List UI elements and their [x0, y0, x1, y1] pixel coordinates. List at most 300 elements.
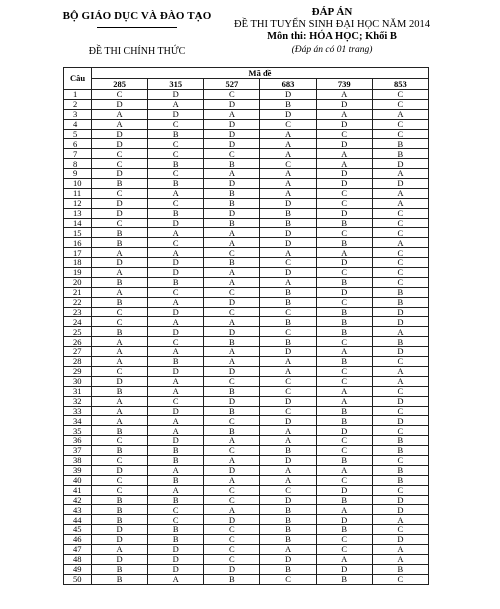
table-row — [64, 554, 429, 564]
answer-cell: A — [260, 426, 316, 436]
answer-cell: A — [92, 396, 148, 406]
answer-cell: C — [204, 525, 260, 535]
table-row — [64, 268, 429, 278]
answer-cell: C — [372, 386, 428, 396]
answer-cell: C — [92, 159, 148, 169]
answer-cell: C — [92, 188, 148, 198]
table-row — [64, 307, 429, 317]
answer-cell: A — [148, 485, 204, 495]
question-number: 20 — [64, 277, 92, 287]
answer-cell: D — [316, 119, 372, 129]
answer-cell: D — [204, 396, 260, 406]
answer-cell: B — [372, 297, 428, 307]
question-number: 37 — [64, 446, 92, 456]
answer-cell: B — [204, 198, 260, 208]
answer-cell: C — [372, 426, 428, 436]
answer-cell: A — [92, 347, 148, 357]
answer-cell: D — [372, 495, 428, 505]
answer-cell: B — [316, 455, 372, 465]
answer-cell: C — [260, 119, 316, 129]
answer-cell: C — [204, 307, 260, 317]
answer-cell: A — [204, 505, 260, 515]
answer-cell: C — [92, 90, 148, 100]
answer-cell: B — [260, 287, 316, 297]
answer-cell: A — [316, 505, 372, 515]
answer-cell: A — [204, 277, 260, 287]
answer-cell: C — [260, 327, 316, 337]
answer-cell: A — [148, 465, 204, 475]
question-number: 46 — [64, 535, 92, 545]
answer-cell: A — [316, 248, 372, 258]
answer-cell: D — [260, 554, 316, 564]
table-row — [64, 109, 429, 119]
answer-cell: A — [260, 277, 316, 287]
table-row — [64, 218, 429, 228]
answer-cell: A — [204, 169, 260, 179]
table-row — [64, 169, 429, 179]
table-row — [64, 99, 429, 109]
table-row — [64, 564, 429, 574]
answer-cell: C — [316, 297, 372, 307]
answer-cell: D — [204, 139, 260, 149]
answer-cell: B — [316, 317, 372, 327]
table-row — [64, 188, 429, 198]
answer-cell: D — [372, 159, 428, 169]
answer-cell: B — [204, 386, 260, 396]
answer-cell: A — [92, 268, 148, 278]
answer-cell: D — [92, 258, 148, 268]
answer-cell: C — [316, 475, 372, 485]
answer-cell: A — [148, 426, 204, 436]
answer-cell: C — [92, 149, 148, 159]
answer-cell: B — [260, 337, 316, 347]
answer-cell: D — [148, 268, 204, 278]
answer-cell: A — [148, 416, 204, 426]
answer-cell: B — [92, 574, 148, 584]
answer-cell: C — [372, 129, 428, 139]
answer-cell: D — [260, 455, 316, 465]
answer-cell: A — [148, 574, 204, 584]
answer-cell: C — [204, 535, 260, 545]
page-count-note: (Đáp án có 01 trang) — [291, 44, 373, 55]
answer-cell: B — [148, 208, 204, 218]
answer-cell: D — [260, 396, 316, 406]
answer-cell: D — [316, 169, 372, 179]
answer-cell: B — [148, 129, 204, 139]
answer-cell: C — [148, 238, 204, 248]
answer-cell: B — [92, 505, 148, 515]
table-row — [64, 426, 429, 436]
answer-cell: C — [260, 485, 316, 495]
exam-subject: Môn thi: HÓA HỌC; Khối B — [267, 31, 397, 42]
answer-cell: C — [148, 119, 204, 129]
answer-cell: B — [204, 188, 260, 198]
table-row — [64, 347, 429, 357]
answer-cell: D — [316, 485, 372, 495]
table-row — [64, 258, 429, 268]
table-row — [64, 485, 429, 495]
question-number: 14 — [64, 218, 92, 228]
answer-cell: D — [204, 515, 260, 525]
answer-cell: C — [316, 129, 372, 139]
answer-cell: D — [372, 307, 428, 317]
answer-cell: D — [260, 495, 316, 505]
answer-cell: D — [204, 465, 260, 475]
table-row — [64, 149, 429, 159]
answer-cell: A — [372, 188, 428, 198]
answer-cell: B — [372, 149, 428, 159]
table-row — [64, 455, 429, 465]
answer-cell: D — [316, 139, 372, 149]
document-title-block — [232, 6, 432, 56]
answer-cell: C — [148, 337, 204, 347]
answer-cell: D — [148, 327, 204, 337]
answer-cell: A — [316, 347, 372, 357]
answer-cell: D — [204, 119, 260, 129]
answer-cell: A — [260, 465, 316, 475]
answer-cell: D — [260, 268, 316, 278]
answer-cell: B — [204, 406, 260, 416]
answer-cell: A — [92, 544, 148, 554]
answer-cell: A — [372, 238, 428, 248]
answer-cell: B — [92, 446, 148, 456]
question-number: 23 — [64, 307, 92, 317]
answer-cell: D — [372, 317, 428, 327]
answer-cell: D — [148, 218, 204, 228]
answer-cell: C — [372, 525, 428, 535]
answer-cell: C — [372, 248, 428, 258]
table-row — [64, 208, 429, 218]
question-number: 25 — [64, 327, 92, 337]
answer-cell: B — [372, 446, 428, 456]
answer-cell: D — [204, 366, 260, 376]
answer-cell: A — [260, 149, 316, 159]
answer-cell: D — [372, 505, 428, 515]
answer-cell: C — [148, 169, 204, 179]
answer-cell: A — [372, 544, 428, 554]
table-row — [64, 277, 429, 287]
answer-cell: D — [316, 99, 372, 109]
answer-cell: C — [372, 455, 428, 465]
answer-cell: A — [92, 357, 148, 367]
answer-cell: A — [204, 268, 260, 278]
answer-cell: C — [92, 366, 148, 376]
answer-cell: D — [92, 99, 148, 109]
answer-cell: C — [372, 228, 428, 238]
answer-cell: B — [92, 495, 148, 505]
answer-cell: D — [92, 139, 148, 149]
answer-cell: B — [92, 327, 148, 337]
answer-cell: B — [316, 495, 372, 505]
answer-cell: B — [148, 455, 204, 465]
answer-cell: B — [372, 564, 428, 574]
table-row — [64, 139, 429, 149]
answer-cell: A — [260, 436, 316, 446]
answer-cell: A — [148, 248, 204, 258]
answer-cell: B — [148, 357, 204, 367]
answer-cell: C — [316, 376, 372, 386]
answer-cell: A — [92, 248, 148, 258]
table-row — [64, 287, 429, 297]
answer-cell: D — [148, 366, 204, 376]
answer-cell: D — [316, 287, 372, 297]
question-number: 39 — [64, 465, 92, 475]
table-row — [64, 248, 429, 258]
answer-cell: C — [316, 188, 372, 198]
answer-cell: B — [92, 179, 148, 189]
answer-cell: B — [316, 277, 372, 287]
table-row — [64, 416, 429, 426]
exam-code-header: 285 — [92, 79, 148, 90]
answer-cell: C — [204, 544, 260, 554]
table-row — [64, 317, 429, 327]
question-number: 33 — [64, 406, 92, 416]
question-number: 7 — [64, 149, 92, 159]
answer-cell: D — [92, 208, 148, 218]
answer-cell: C — [316, 228, 372, 238]
answer-cell: C — [316, 446, 372, 456]
answer-cell: C — [372, 574, 428, 584]
question-number: 16 — [64, 238, 92, 248]
answer-cell: A — [204, 455, 260, 465]
answer-cell: A — [260, 248, 316, 258]
table-row — [64, 366, 429, 376]
table-row — [64, 436, 429, 446]
table-row — [64, 475, 429, 485]
answer-cell: A — [316, 90, 372, 100]
answer-cell: A — [204, 109, 260, 119]
answer-cell: C — [148, 139, 204, 149]
answer-cell: B — [372, 139, 428, 149]
answer-cell: D — [260, 109, 316, 119]
question-number: 41 — [64, 485, 92, 495]
answer-cell: C — [372, 268, 428, 278]
table-row — [64, 297, 429, 307]
answer-cell: B — [260, 515, 316, 525]
question-number: 22 — [64, 297, 92, 307]
answer-cell: C — [92, 455, 148, 465]
question-number: 26 — [64, 337, 92, 347]
answer-cell: B — [148, 495, 204, 505]
answer-cell: D — [148, 544, 204, 554]
answer-cell: A — [92, 119, 148, 129]
question-number: 1 — [64, 90, 92, 100]
answer-cell: C — [372, 258, 428, 268]
answer-cell: D — [148, 564, 204, 574]
table-row — [64, 228, 429, 238]
answer-cell: B — [148, 179, 204, 189]
answer-cell: B — [316, 218, 372, 228]
answer-cell: B — [92, 515, 148, 525]
answer-cell: B — [372, 287, 428, 297]
answer-cell: B — [372, 436, 428, 446]
answer-cell: A — [260, 129, 316, 139]
answer-cell: D — [148, 109, 204, 119]
question-number: 17 — [64, 248, 92, 258]
answer-cell: B — [92, 277, 148, 287]
answer-cell: A — [204, 357, 260, 367]
answer-cell: C — [92, 317, 148, 327]
answer-cell: C — [372, 485, 428, 495]
answer-cell: C — [260, 376, 316, 386]
answer-cell: C — [260, 159, 316, 169]
answer-cell: B — [260, 446, 316, 456]
table-row — [64, 446, 429, 456]
answer-cell: C — [204, 446, 260, 456]
question-number: 50 — [64, 574, 92, 584]
question-number: 30 — [64, 376, 92, 386]
table-row — [64, 238, 429, 248]
answer-cell: C — [204, 376, 260, 386]
question-column-header: Câu — [64, 68, 92, 90]
answer-cell: D — [316, 426, 372, 436]
answer-cell: B — [316, 574, 372, 584]
answer-cell: B — [204, 159, 260, 169]
answer-cell: A — [372, 366, 428, 376]
answer-cell: C — [204, 248, 260, 258]
answer-cell: B — [92, 238, 148, 248]
answer-cell: D — [204, 327, 260, 337]
answer-cell: A — [372, 515, 428, 525]
table-row — [64, 376, 429, 386]
answer-cell: C — [92, 307, 148, 317]
answer-cell: C — [372, 218, 428, 228]
answer-cell: D — [372, 396, 428, 406]
answer-cell: A — [372, 327, 428, 337]
table-row — [64, 198, 429, 208]
answer-cell: C — [372, 277, 428, 287]
answer-cell: B — [148, 446, 204, 456]
answer-cell: A — [316, 396, 372, 406]
question-number: 11 — [64, 188, 92, 198]
question-number: 31 — [64, 386, 92, 396]
answer-cell: C — [204, 90, 260, 100]
table-row — [64, 129, 429, 139]
question-number: 10 — [64, 179, 92, 189]
table-row — [64, 357, 429, 367]
question-number: 5 — [64, 129, 92, 139]
answer-cell: A — [316, 109, 372, 119]
answer-cell: C — [316, 436, 372, 446]
answer-cell: C — [204, 485, 260, 495]
official-exam-label: ĐỀ THI CHÍNH THỨC — [88, 46, 186, 57]
answer-cell: B — [204, 337, 260, 347]
answer-cell: D — [316, 515, 372, 525]
answer-cell: D — [204, 297, 260, 307]
table-row — [64, 505, 429, 515]
table-row — [64, 544, 429, 554]
answer-cell: D — [92, 198, 148, 208]
answer-cell: B — [148, 525, 204, 535]
answer-cell: B — [204, 258, 260, 268]
question-number: 28 — [64, 357, 92, 367]
exam-code-header: 527 — [204, 79, 260, 90]
question-number: 35 — [64, 426, 92, 436]
answer-cell: C — [372, 357, 428, 367]
answer-cell: C — [204, 287, 260, 297]
answer-cell: C — [372, 406, 428, 416]
answer-cell: B — [260, 564, 316, 574]
question-number: 44 — [64, 515, 92, 525]
answer-cell: C — [260, 307, 316, 317]
answer-cell: B — [260, 317, 316, 327]
answer-cell: C — [92, 475, 148, 485]
exam-code-group-header: Mã đề — [92, 68, 429, 79]
answer-cell: D — [316, 564, 372, 574]
answer-cell: C — [148, 515, 204, 525]
table-row — [64, 396, 429, 406]
answer-cell: B — [92, 297, 148, 307]
answer-cell: A — [316, 149, 372, 159]
table-row — [64, 574, 429, 584]
question-number: 27 — [64, 347, 92, 357]
answer-cell: A — [204, 238, 260, 248]
table-row — [64, 179, 429, 189]
answer-cell: B — [260, 525, 316, 535]
answer-cell: A — [92, 287, 148, 297]
answer-cell: B — [260, 505, 316, 515]
table-row — [64, 515, 429, 525]
answer-cell: A — [148, 99, 204, 109]
question-number: 8 — [64, 159, 92, 169]
answer-rows — [64, 90, 429, 585]
answer-cell: A — [204, 317, 260, 327]
answer-cell: A — [260, 366, 316, 376]
answer-cell: C — [148, 198, 204, 208]
answer-cell: D — [204, 179, 260, 189]
question-number: 18 — [64, 258, 92, 268]
answer-cell: A — [92, 109, 148, 119]
answer-cell: A — [148, 317, 204, 327]
answer-cell: B — [148, 535, 204, 545]
answer-cell: A — [260, 139, 316, 149]
answer-cell: B — [204, 426, 260, 436]
answer-cell: A — [92, 416, 148, 426]
answer-cell: A — [316, 386, 372, 396]
answer-cell: B — [148, 277, 204, 287]
answer-cell: C — [372, 208, 428, 218]
answer-cell: D — [204, 129, 260, 139]
question-number: 15 — [64, 228, 92, 238]
answer-cell: A — [204, 436, 260, 446]
answer-cell: D — [372, 179, 428, 189]
answer-cell: B — [92, 386, 148, 396]
answer-cell: A — [148, 188, 204, 198]
answer-cell: D — [260, 238, 316, 248]
answer-cell: A — [260, 179, 316, 189]
table-row — [64, 406, 429, 416]
answer-cell: D — [92, 525, 148, 535]
answer-cell: B — [204, 218, 260, 228]
question-number: 24 — [64, 317, 92, 327]
question-number: 42 — [64, 495, 92, 505]
question-number: 32 — [64, 396, 92, 406]
exam-code-header: 315 — [148, 79, 204, 90]
answer-cell: B — [260, 218, 316, 228]
answer-cell: B — [92, 426, 148, 436]
answer-cell: C — [316, 198, 372, 208]
exam-code-header: 739 — [316, 79, 372, 90]
question-number: 43 — [64, 505, 92, 515]
answer-cell: B — [316, 416, 372, 426]
question-number: 4 — [64, 119, 92, 129]
question-number: 19 — [64, 268, 92, 278]
answer-cell: A — [372, 109, 428, 119]
answer-cell: D — [372, 416, 428, 426]
answer-cell: A — [260, 188, 316, 198]
answer-cell: D — [92, 465, 148, 475]
question-number: 47 — [64, 544, 92, 554]
